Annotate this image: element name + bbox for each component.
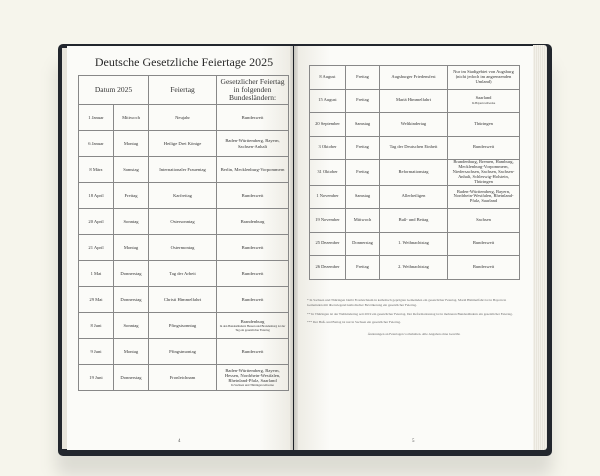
cell-weekday (346, 256, 380, 280)
cell-date (310, 185, 346, 209)
cell-holiday (149, 105, 217, 131)
table-row (310, 66, 520, 90)
cell-states-text: Baden-Württemberg, Bayern, Sachsen-Anhalt (225, 138, 280, 149)
cell-holiday-text: Allerheiligen (401, 193, 426, 199)
cell-weekday-text: Freitag (124, 192, 138, 198)
cell-holiday (149, 339, 217, 365)
cell-holiday-text: Neujahr (175, 114, 190, 120)
cell-holiday (149, 287, 217, 313)
cell-date-text: 18 April (88, 192, 104, 198)
cell-holiday-text: Karfreitag (173, 192, 192, 198)
cell-weekday (114, 365, 149, 391)
cell-holiday (149, 183, 217, 209)
holiday-table-right (309, 65, 520, 280)
cell-weekday-text: Freitag (356, 168, 369, 174)
cell-states (217, 261, 289, 287)
cell-date (310, 232, 346, 256)
cell-date-text: 29 Mai (89, 296, 103, 302)
cell-weekday-text: Montag (123, 244, 139, 250)
cell-holiday (380, 209, 448, 233)
cell-holiday (149, 157, 217, 183)
cell-weekday-text: Samstag (354, 193, 371, 199)
cell-holiday (149, 209, 217, 235)
cell-states (217, 105, 289, 131)
cell-states-text: Bundesweit (241, 348, 264, 354)
cell-weekday (346, 232, 380, 256)
cell-states-text: Berlin, Mecklenburg-Vorpommern (220, 166, 285, 172)
cell-weekday-text: Sonntag (123, 218, 139, 224)
cell-holiday-text: Buß- und Bettag (398, 216, 429, 222)
cell-states (448, 66, 520, 90)
cell-states-text: Bundesweit (472, 240, 495, 246)
cell-holiday (149, 235, 217, 261)
cell-weekday (346, 89, 380, 113)
cell-holiday (380, 185, 448, 209)
cell-states (217, 287, 289, 313)
cell-states-text: Bundesweit (241, 192, 264, 198)
cell-weekday-text: Mittwoch (353, 216, 372, 222)
table-header-row (79, 76, 289, 105)
cell-states (448, 160, 520, 186)
cell-weekday (346, 136, 380, 160)
table-row (79, 157, 289, 183)
cell-date (79, 287, 114, 313)
cell-date (79, 157, 114, 183)
cell-weekday-text: Sonntag (123, 322, 139, 328)
table-row (310, 185, 520, 209)
cell-holiday-text: Tag der Arbeit (169, 270, 196, 276)
cell-states-text: Baden-Württemberg, Bayern, Hessen, Nordrhein-Westfalen, Rheinland-Pfalz, Saarland (224, 367, 281, 383)
cell-date (79, 105, 114, 131)
cell-date-text: 8 März (89, 166, 103, 172)
cell-states (448, 113, 520, 137)
cell-date-text: 19 Juni (89, 374, 103, 380)
cell-holiday (380, 160, 448, 186)
book-gutter (290, 46, 298, 450)
cell-holiday-text: Internationaler Frauentag (159, 166, 206, 172)
cell-holiday (149, 365, 217, 391)
cell-holiday-text: Pfingstsonntag (168, 322, 197, 328)
cell-note: In Bayern teilweise (471, 101, 496, 106)
cell-date-text: 31 Oktober (317, 168, 338, 174)
cell-holiday (380, 89, 448, 113)
cell-weekday-text: Montag (123, 348, 139, 354)
cell-holiday (380, 66, 448, 90)
cell-states-text: Bundesweit (241, 114, 264, 120)
cell-weekday (114, 235, 149, 261)
cell-states-text: Bundesweit (472, 263, 495, 269)
cell-states-text: Brandenburg (240, 319, 265, 325)
cell-date-text: 20 April (88, 218, 104, 224)
cell-holiday (149, 261, 217, 287)
cell-date (79, 131, 114, 157)
table-row (79, 339, 289, 365)
cell-date-text: 20 September (315, 120, 340, 126)
cell-states (217, 131, 289, 157)
cell-date-text: 15 August (318, 97, 337, 103)
cell-states (448, 185, 520, 209)
cell-date (79, 339, 114, 365)
table-row (310, 256, 520, 280)
cell-weekday-text: Samstag (354, 120, 371, 126)
cell-states-text: Thüringen (474, 120, 493, 126)
cell-holiday-text: Heilige Drei Könige (163, 140, 202, 146)
header-date: Datum 2025 (79, 76, 149, 105)
table-row (310, 113, 520, 137)
cell-weekday (114, 261, 149, 287)
table-row (79, 365, 289, 391)
cell-date (310, 256, 346, 280)
cell-states (448, 89, 520, 113)
table-row (310, 89, 520, 113)
cell-date-text: 19 November (315, 216, 340, 222)
table-row (79, 235, 289, 261)
cell-holiday-text: Ostermontag (170, 244, 195, 250)
cell-states (448, 232, 520, 256)
cell-weekday-text: Donnerstag (120, 374, 142, 380)
cell-holiday (380, 136, 448, 160)
table-row (79, 105, 289, 131)
cell-weekday-text: Donnerstag (352, 240, 373, 246)
cell-date-text: 8 Juni (90, 322, 102, 328)
cell-weekday-text: Donnerstag (120, 270, 142, 276)
cell-holiday-text: Weltkindertag (400, 120, 427, 126)
cell-holiday (149, 131, 217, 157)
cell-states-text: Saarland (475, 95, 492, 101)
cell-states (217, 365, 289, 391)
cell-date-text: 1 Januar (88, 114, 104, 120)
cell-states (217, 209, 289, 235)
cell-date (310, 209, 346, 233)
cell-weekday-text: Samstag (123, 166, 139, 172)
cell-weekday (114, 287, 149, 313)
footer-note: Änderungen an Feiertagen vorbehalten. Alle Angaben ohne Gewähr. (367, 331, 461, 336)
cell-states (217, 235, 289, 261)
holiday-table-left (78, 75, 289, 391)
cell-date-text: 8 August (319, 73, 336, 79)
cell-note: In Sachsen und Thüringen teilweise (231, 382, 274, 387)
table-row (79, 261, 289, 287)
cell-holiday-text: Reformationstag (398, 168, 429, 174)
cell-holiday-text: Tag der Deutschen Einheit (389, 144, 438, 150)
table-row (79, 287, 289, 313)
cell-weekday (346, 66, 380, 90)
cell-states-text: Nur im Stadtgebiet von Augsburg (nicht jedoch im angrenzenden Umland) (453, 68, 514, 84)
cell-date (310, 66, 346, 90)
cell-states-text: Baden-Württemberg, Bayern, Nordrhein-Westfalen, Rheinland-Pfalz, Saarland (453, 188, 514, 204)
cell-states-text: Sachsen (476, 216, 491, 222)
cell-states (448, 256, 520, 280)
cell-weekday-text: Montag (123, 140, 139, 146)
cell-holiday (380, 232, 448, 256)
cell-states-text: Bundesweit (241, 244, 264, 250)
table-row (79, 209, 289, 235)
cell-weekday-text: Mittwoch (122, 114, 140, 120)
cell-date (79, 235, 114, 261)
table-row (79, 313, 289, 339)
header-states: Gesetzlicher Feiertag in folgenden Bundesländern: (217, 76, 289, 105)
cell-states (217, 339, 289, 365)
page-title: Deutsche Gesetzliche Feiertage 2025 (94, 55, 274, 69)
cell-weekday (114, 157, 149, 183)
cell-states (217, 313, 289, 339)
cell-date-text: 9 Juni (90, 348, 102, 354)
cell-holiday-text: Augsburger Friedensfest (391, 73, 436, 79)
cell-date (79, 313, 114, 339)
cell-date-text: 1 November (316, 193, 339, 199)
cell-date-text: 1 Mai (90, 270, 102, 276)
cell-states (448, 209, 520, 233)
cell-weekday (114, 131, 149, 157)
cell-date (310, 113, 346, 137)
cell-weekday (346, 160, 380, 186)
cell-weekday (114, 313, 149, 339)
cell-date (79, 209, 114, 235)
cell-states-text: Brandenburg (240, 218, 265, 224)
cell-weekday (346, 209, 380, 233)
cell-holiday-text: Ostersonntag (170, 218, 195, 224)
cell-date (79, 261, 114, 287)
table-row (79, 183, 289, 209)
cell-holiday (380, 113, 448, 137)
table-row (310, 136, 520, 160)
cell-states (217, 157, 289, 183)
footnote: ** In Thüringen ist der Weltkindertag seit 2019 ein gesetzlicher Feiertag. Der Reformationstag ist in mehreren Bundesländern ein gesetzlicher Feiertag. (307, 311, 513, 316)
cell-weekday-text: Freitag (356, 263, 369, 269)
cell-holiday-text: Mariä Himmelfahrt (395, 97, 432, 103)
cell-weekday (114, 183, 149, 209)
cell-weekday-text: Freitag (356, 73, 369, 79)
cell-weekday-text: Freitag (356, 144, 369, 150)
cell-date (79, 365, 114, 391)
cell-note: In den Bundesländern Hessen und Brandenburg ist der Tag ein gesetzlicher Feiertag (219, 324, 286, 332)
cell-weekday-text: Freitag (356, 97, 369, 103)
footnotes (307, 298, 521, 340)
cell-date-text: 6 Januar (88, 140, 104, 146)
cell-date-text: 3 Oktober (318, 144, 337, 150)
cell-date-text: 26 Dezember (315, 263, 340, 269)
cell-holiday-text: 2. Weihnachtstag (398, 263, 429, 269)
page-number-right: 5 (412, 439, 415, 444)
cell-holiday-text: Fronleichnam (169, 374, 196, 380)
table-row (310, 209, 520, 233)
cell-weekday (114, 209, 149, 235)
cell-states-text: Bundesweit (472, 144, 495, 150)
cell-date (79, 183, 114, 209)
cell-date-text: 25 Dezember (315, 240, 340, 246)
cell-states-text: Brandenburg, Bremen, Hamburg, Mecklenburg-Vorpommern, Niedersachsen, Sachsen, Sachsen-Anhalt, Schleswig-Holstein, Thüringen (452, 159, 515, 184)
cell-states (217, 183, 289, 209)
footnote: *** Der Buß- und Bettag ist nur in Sachsen ein gesetzlicher Feiertag. (307, 320, 401, 325)
table-row (79, 131, 289, 157)
cell-holiday (380, 256, 448, 280)
cell-weekday (114, 339, 149, 365)
cell-date (310, 89, 346, 113)
cell-holiday (149, 313, 217, 339)
cell-holiday-text: 1. Weihnachtstag (398, 240, 429, 246)
cell-states (448, 136, 520, 160)
header-holiday: Feiertag (149, 76, 217, 105)
cell-states-text: Bundesweit (241, 270, 264, 276)
table-row (310, 160, 520, 186)
cell-states-text: Bundesweit (241, 296, 264, 302)
cell-weekday-text: Donnerstag (120, 296, 142, 302)
page-number-left: 4 (178, 439, 181, 444)
cell-date (310, 136, 346, 160)
table-row (310, 232, 520, 256)
cell-date (310, 160, 346, 186)
cell-weekday (114, 105, 149, 131)
page-edges-right (533, 45, 547, 450)
cell-holiday-text: Pfingstmontag (169, 348, 196, 354)
footnote: * In Sachsen und Thüringen bleibt Fronleichnam in katholisch geprägten Gemeinden ein gesetzlicher Feiertag. Mariä Himmelfahrt ist in Bayern in Gemeinden mit überwiegend katholischer Bevölkerung ein gesetzlicher Feiertag. (307, 298, 507, 308)
cell-weekday (346, 185, 380, 209)
cell-holiday-text: Christi Himmelfahrt (163, 296, 202, 302)
cell-date-text: 21 April (88, 244, 104, 250)
cell-weekday (346, 113, 380, 137)
